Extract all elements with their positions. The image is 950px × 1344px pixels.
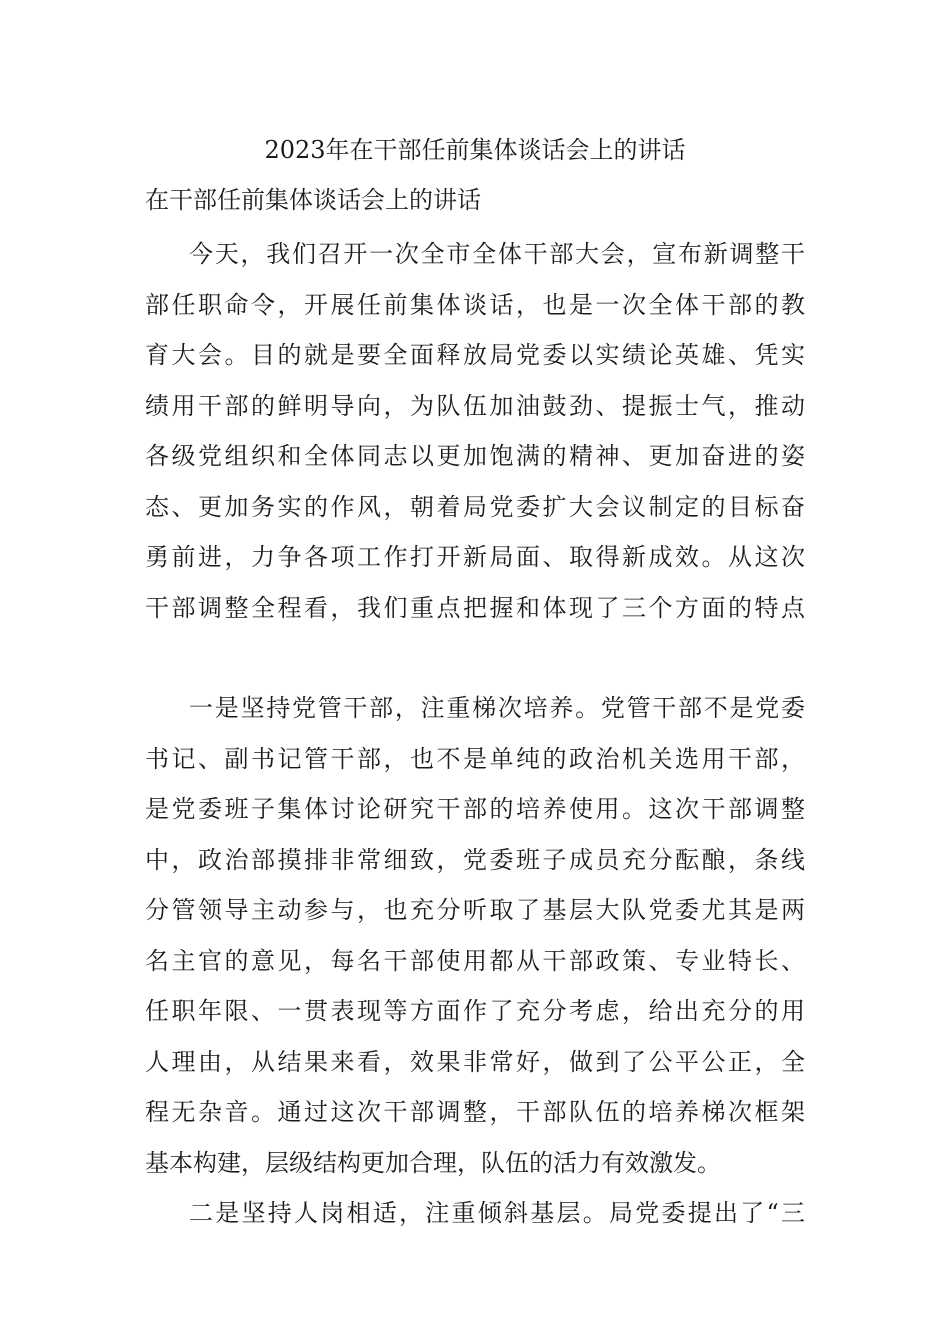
paragraph-line: 一是坚持党管干部，注重梯次培养。党管干部不是党委 bbox=[189, 694, 805, 722]
paragraph-2 bbox=[145, 683, 805, 1188]
paragraph-line: 二是坚持人岗相适，注重倾斜基层。局党委提出了“三 bbox=[189, 1199, 805, 1227]
paragraph-3 bbox=[145, 1188, 805, 1239]
document-body bbox=[145, 229, 805, 1239]
paragraph-line: 基本构建，层级结构更加合理，队伍的活力有效激发。 bbox=[145, 1148, 721, 1177]
paragraph-1 bbox=[145, 229, 805, 633]
document-subtitle: 在干部任前集体谈话会上的讲话 bbox=[145, 186, 481, 214]
paragraph-line: 干部调整全程看，我们重点把握和体现了三个方面的特点 bbox=[145, 593, 805, 622]
paragraph-line: 部任职命令，开展任前集体谈话，也是一次全体干部的教 bbox=[145, 290, 805, 319]
paragraph-line: 分管领导主动参与，也充分听取了基层大队党委尤其是两 bbox=[145, 896, 805, 924]
paragraph-spacer bbox=[145, 633, 805, 683]
paragraph-line: 中，政治部摸排非常细致，党委班子成员充分酝酿，条线 bbox=[145, 845, 805, 874]
paragraph-line: 程无杂音。通过这次干部调整，干部队伍的培养梯次框架 bbox=[145, 1098, 805, 1126]
paragraph-line: 人理由，从结果来看，效果非常好，做到了公平公正，全 bbox=[145, 1047, 805, 1076]
paragraph-line: 任职年限、一贯表现等方面作了充分考虑，给出充分的用 bbox=[145, 997, 805, 1025]
paragraph-line: 书记、副书记管干部，也不是单纯的政治机关选用干部， bbox=[145, 744, 805, 773]
paragraph-line: 是党委班子集体讨论研究干部的培养使用。这次干部调整 bbox=[145, 795, 805, 823]
paragraph-line: 各级党组织和全体同志以更加饱满的精神、更加奋进的姿 bbox=[145, 442, 805, 470]
paragraph-line: 育大会。目的就是要全面释放局党委以实绩论英雄、凭实 bbox=[145, 341, 805, 369]
paragraph-line: 名主官的意见，每名干部使用都从干部政策、专业特长、 bbox=[145, 946, 805, 975]
document-title: 2023年在干部任前集体谈话会上的讲话 bbox=[264, 136, 686, 164]
paragraph-line: 态、更加务实的作风，朝着局党委扩大会议制定的目标奋 bbox=[145, 492, 805, 521]
paragraph-line: 勇前进，力争各项工作打开新局面、取得新成效。从这次 bbox=[145, 543, 805, 571]
paragraph-line: 今天，我们召开一次全市全体干部大会，宣布新调整干 bbox=[189, 240, 805, 268]
paragraph-line: 绩用干部的鲜明导向，为队伍加油鼓劲、提振士气，推动 bbox=[145, 391, 805, 420]
